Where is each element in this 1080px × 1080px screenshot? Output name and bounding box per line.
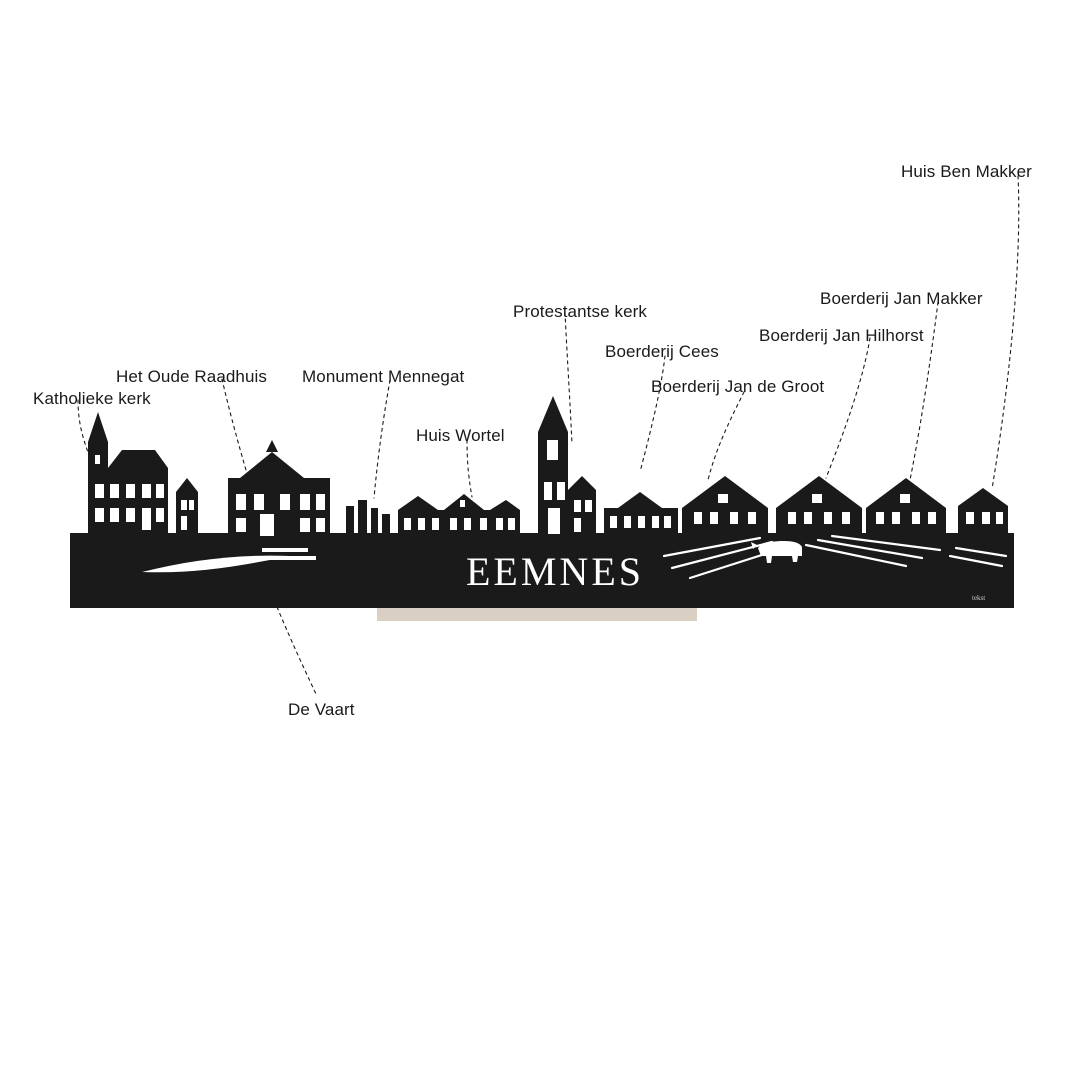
display-base xyxy=(377,608,697,621)
leader-huis-wortel xyxy=(467,440,472,497)
leader-protestantse-kerk xyxy=(565,312,572,444)
callout-label-huis-ben-makker: Huis Ben Makker xyxy=(901,162,1032,181)
leader-boerderij-jan-hilhorst xyxy=(826,338,870,478)
callout-label-huis-wortel: Huis Wortel xyxy=(416,426,505,445)
leader-boerderij-cees xyxy=(640,356,665,472)
eemnes-wordmark: EEMNES xyxy=(466,549,644,594)
leader-het-oude-raadhuis xyxy=(222,379,246,470)
leader-boerderij-jan-de-groot xyxy=(708,392,744,480)
leader-huis-ben-makker xyxy=(992,176,1019,489)
callout-label-boerderij-jan-makker: Boerderij Jan Makker xyxy=(820,289,983,308)
leader-monument-mennegat xyxy=(374,380,390,498)
callout-label-boerderij-jan-de-groot: Boerderij Jan de Groot xyxy=(651,377,825,396)
callout-label-het-oude-raadhuis: Het Oude Raadhuis xyxy=(116,367,268,386)
callout-label-protestantse-kerk: Protestantse kerk xyxy=(513,302,647,321)
artwork-signature: tekst xyxy=(972,594,986,602)
callout-label-monument-mennegat: Monument Mennegat xyxy=(302,367,465,386)
callout-label-boerderij-cees: Boerderij Cees xyxy=(605,342,719,361)
callout-label-de-vaart: De Vaart xyxy=(288,700,355,719)
callout-label-boerderij-jan-hilhorst: Boerderij Jan Hilhorst xyxy=(759,326,924,345)
callout-label-katholieke-kerk: Katholieke kerk xyxy=(33,389,151,408)
